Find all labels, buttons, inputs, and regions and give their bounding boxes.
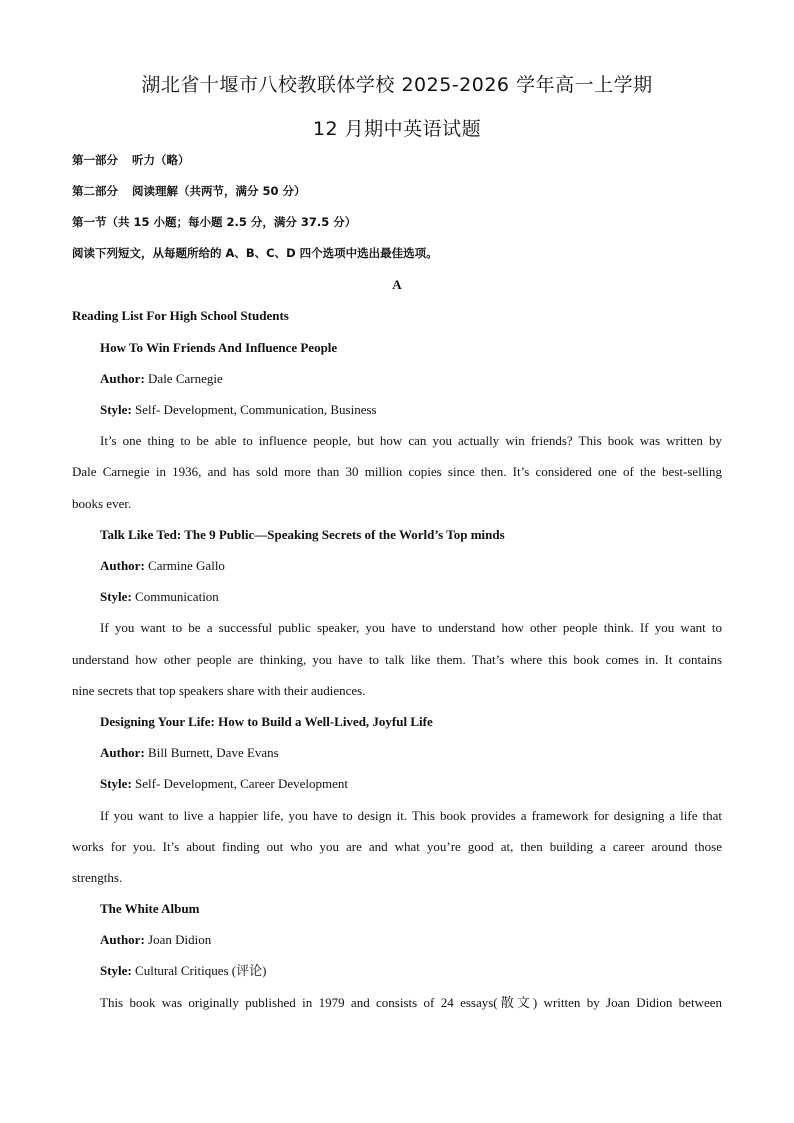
passage-heading: Reading List For High School Students [72,308,289,323]
book-style [100,402,750,418]
instruction-text: 阅读下列短文，从每题所给的 A、B、C、D 四个选项中选出最佳选项。 [72,246,438,260]
style-label: Style: [100,776,132,791]
author-label: Author: [100,371,145,386]
paragraph-line: books ever. [72,496,132,511]
author-label: Author: [100,558,145,573]
book-author [100,558,750,574]
section1-heading: 第一节（共 15 小题；每小题 2.5 分，满分 37.5 分） [72,215,357,229]
style-label: Style: [100,963,132,978]
paragraph-line: nine secrets that top speakers share with their audiences. [72,683,366,698]
book-style [100,589,750,605]
style-label: Style: [100,589,132,604]
author-value: Bill Burnett, Dave Evans [144,745,279,760]
part2-label: 第二部分 [72,184,118,198]
style-value: Cultural Critiques (评论) [131,963,267,978]
book-author [100,745,750,761]
style-value: Self- Development, Communication, Business [131,402,377,417]
part1-label: 第一部分 [72,153,118,167]
author-value: Carmine Gallo [144,558,225,573]
paragraph-line: This book was originally published in 1979 and consists of 24 essays(散文) written by Joan Didion between [100,995,722,1010]
style-value: Communication [131,589,219,604]
book-author [100,371,750,387]
author-label: Author: [100,932,145,947]
exam-title-line1: 湖北省十堰市八校教联体学校 2025-2026 学年高一上学期 [141,74,653,96]
book-title: Designing Your Life: How to Build a Well-Lived, Joyful Life [100,714,433,729]
author-value: Dale Carnegie [144,371,223,386]
paragraph-line: If you want to be a successful public speaker, you have to understand how other people think. If you want to [100,620,722,635]
book-style [100,776,750,792]
paragraph-line: understand how other people are thinking, you have to talk like them. That’s where this book comes in. It contains [72,652,722,667]
book-style [100,963,750,979]
author-label: Author: [100,745,145,760]
paragraph-line: If you want to live a happier life, you have to design it. This book provides a framework for designing a life that [100,808,722,823]
paragraph-line: strengths. [72,870,123,885]
paragraph-line: Dale Carnegie in 1936, and has sold more than 30 million copies since then. It’s considered one of the best-selling [72,464,722,479]
book-title: How To Win Friends And Influence People [100,340,338,355]
book-title: The White Album [100,901,200,916]
part1-heading [72,152,722,168]
exam-title-line2: 12 月期中英语试题 [312,118,482,140]
book-author [100,932,750,948]
style-value: Self- Development, Career Development [131,776,349,791]
paragraph-line: It’s one thing to be able to influence people, but how can you actually win friends? This book was written by [100,433,722,448]
part2-heading [72,183,722,199]
book-title: Talk Like Ted: The 9 Public—Speaking Secrets of the World’s Top minds [100,527,505,542]
author-value: Joan Didion [144,932,212,947]
part2-text: 阅读理解（共两节，满分 50 分） [132,184,306,198]
paragraph-line: works for you. It’s about finding out who you are and what you’re good at, then building a career around those [72,839,722,854]
style-label: Style: [100,402,132,417]
part1-text: 听力（略） [132,153,190,167]
passage-letter: A [392,277,402,292]
